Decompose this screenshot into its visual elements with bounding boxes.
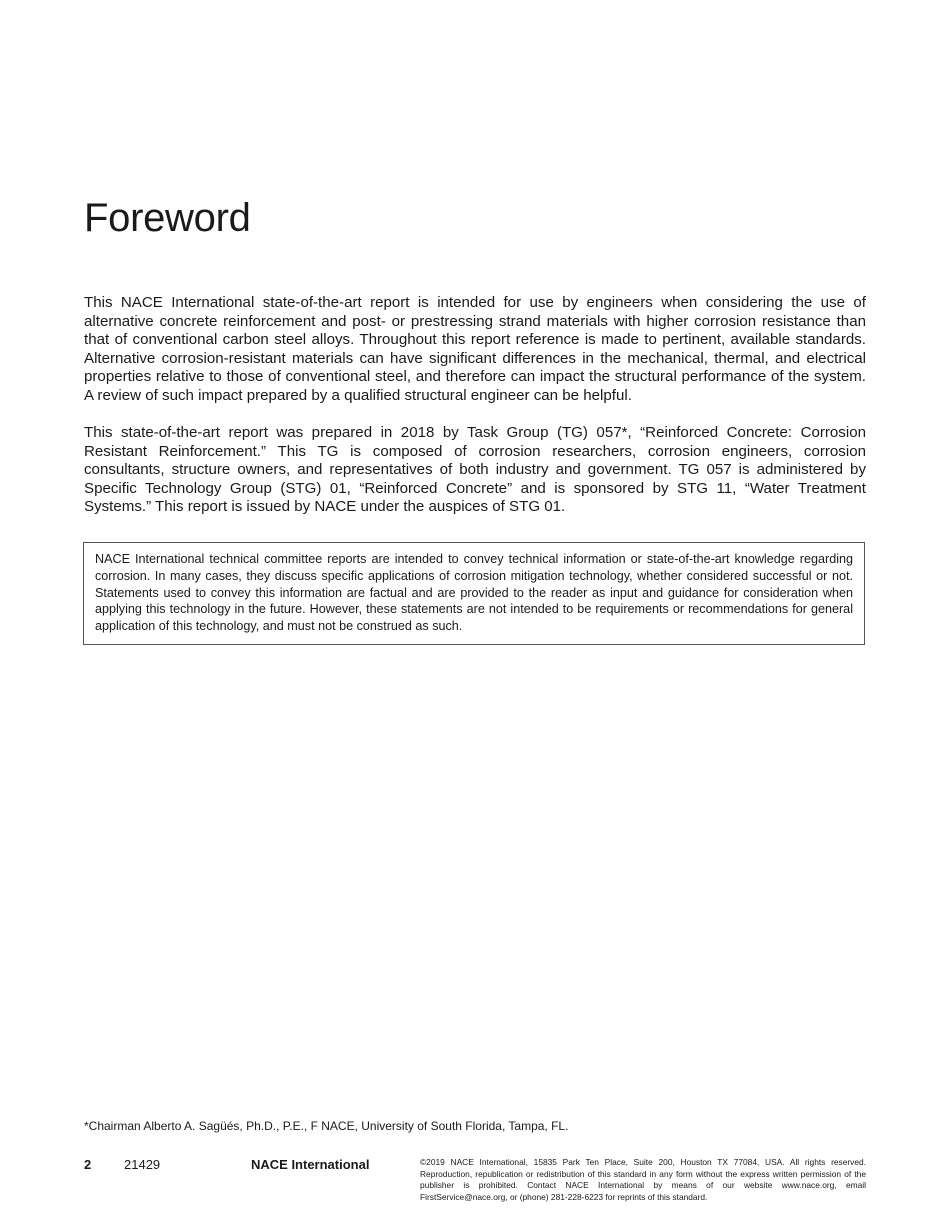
footer-organization: NACE International	[251, 1157, 370, 1172]
chairman-footnote: *Chairman Alberto A. Sagüés, Ph.D., P.E., F NACE, University of South Florida, Tampa, FL.	[84, 1119, 569, 1133]
intro-paragraph: This NACE International state-of-the-art report is intended for use by engineers when considering the use of alternative concrete reinforcement and post- or prestressing strand materials with higher corrosion resistance than that of conventional carbon steel alloys. Throughout this report reference is made to pertinent, available standards. Alternative corrosion-resistant materials can have significant differences in the mechanical, thermal, and electrical properties relative to those of conventional steel, and therefore can impact the structural performance of the system. A review of such impact prepared by a qualified structural engineer can be helpful.	[84, 294, 866, 404]
notice-text: NACE International technical committee reports are intended to convey technical information or state-of-the-art knowledge regarding corrosion. In many cases, they discuss specific applications of corrosion mitigation technology, whether considered successful or not. Statements used to convey this information are factual and are provided to the reader as input and guidance for consideration when applying this technology in the future. However, these statements are not intended to be requirements or recommendations for general application of this technology, and must not be construed as such.	[95, 552, 853, 634]
footer-page-number: 2	[84, 1157, 92, 1172]
footer-doc-number: 21429	[124, 1157, 161, 1172]
technical-committee-notice	[83, 542, 865, 645]
task-group-paragraph: This state-of-the-art report was prepared in 2018 by Task Group (TG) 057*, “Reinforced Concrete: Corrosion Resistant Reinforcement.” This TG is composed of corrosion researchers, corrosion engineers, corrosion consultants, structure owners, and representatives of both industry and government. TG 057 is administered by Specific Technology Group (STG) 01, “Reinforced Concrete” and is sponsored by STG 11, “Water Treatment Systems.” This report is issued by NACE under the auspices of STG 01.	[84, 424, 866, 516]
page-title: Foreword	[84, 196, 251, 240]
footer-copyright: ©2019 NACE International, 15835 Park Ten Place, Suite 200, Houston TX 77084, USA. All rights reserved. Reproduction, republication or redistribution of this standard in any form without the express written permission of the publisher is prohibited. Contact NACE International by means of our website www.nace.org, email FirstService@nace.org, or (phone) 281-228-6223 for reprints of this standard.	[420, 1157, 866, 1202]
